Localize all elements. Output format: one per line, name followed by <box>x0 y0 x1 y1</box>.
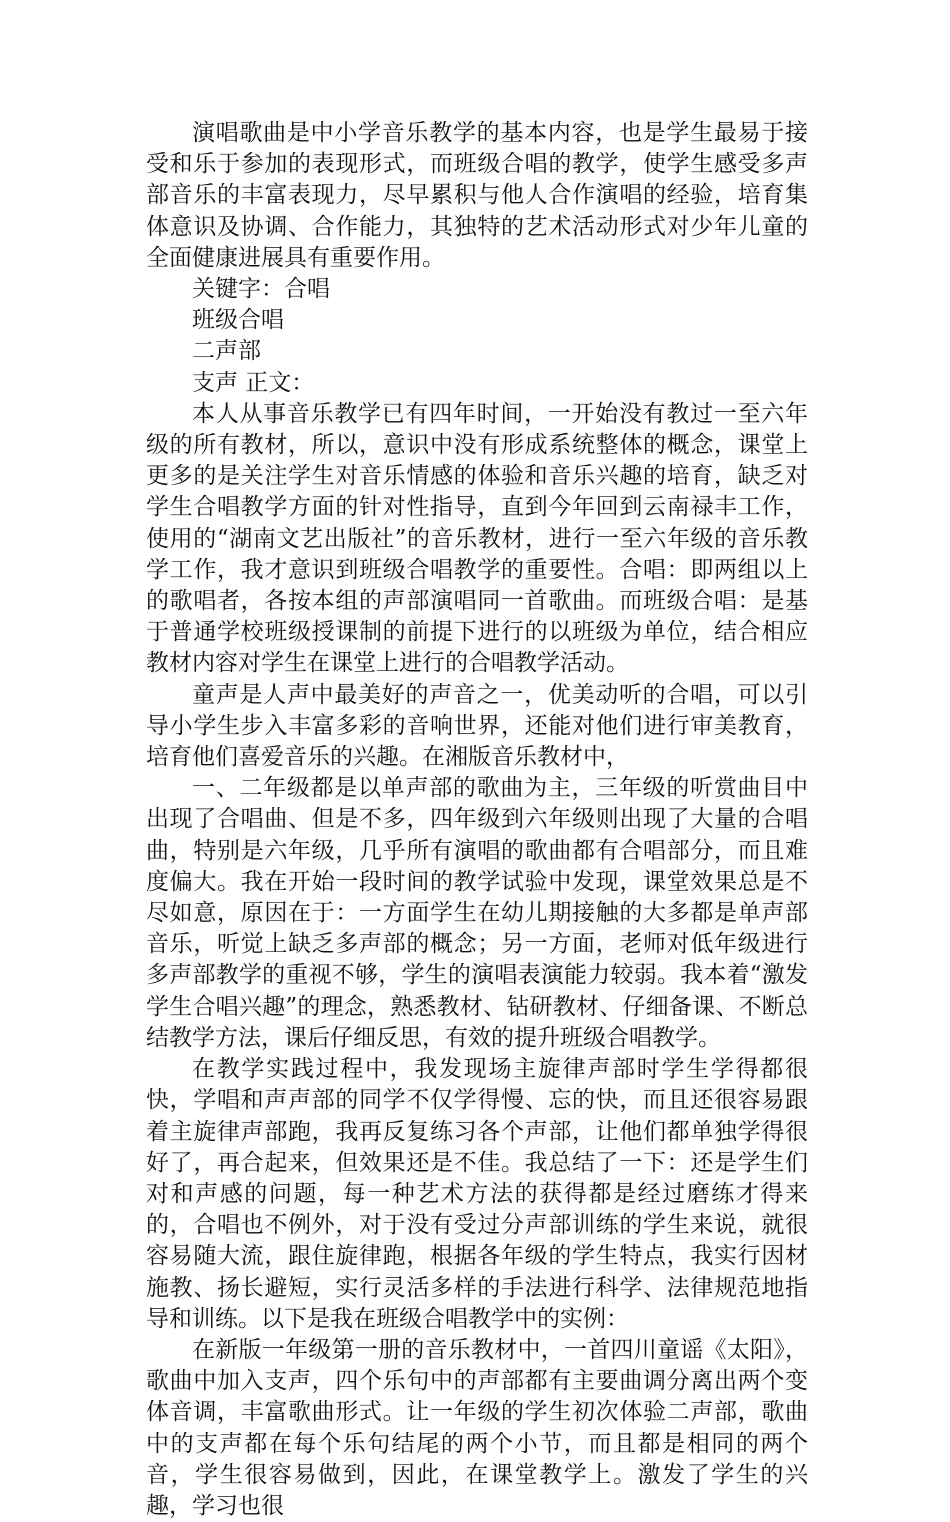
body-paragraph: 本人从事音乐教学已有四年时间，一开始没有教过一至六年级的所有教材，所以，意识中没有形成系统整体的概念，课堂上更多的是关注学生对音乐情感的体验和音乐兴趣的培育，缺乏对学生合唱教学方面的针对性指导，直到今年回到云南禄丰工作，使用的“湖南文艺出版社”的音乐教材，进行一至六年级的音乐教学工作，我才意识到班级合唱教学的重要性。合唱：即两组以上的歌唱者，各按本组的声部演唱同一首歌曲。而班级合唱：是基于普通学校班级授课制的前提下进行的以班级为单位，结合相应教材内容对学生在课堂上进行的合唱教学活动。 <box>146 400 808 677</box>
document-page <box>146 118 808 1522</box>
body-paragraph: 在新版一年级第一册的音乐教材中，一首四川童谣《太阳》，歌曲中加入支声，四个乐句中的声部都有主要曲调分离出两个变体音调，丰富歌曲形式。让一年级的学生初次体验二声部，歌曲中的支声都在每个乐句结尾的两个小节，而且都是相同的两个音，学生很容易做到，因此，在课堂教学上。激发了学生的兴趣，学习也很 <box>146 1336 808 1519</box>
keyword-item: 班级合唱 <box>192 307 284 334</box>
body-paragraph: 童声是人声中最美好的声音之一，优美动听的合唱，可以引导小学生步入丰富多彩的音响世界，还能对他们进行审美教育，培育他们喜爱音乐的兴趣。在湘版音乐教材中， <box>146 681 808 771</box>
abstract-paragraph: 演唱歌曲是中小学音乐教学的基本内容，也是学生最易于接受和乐于参加的表现形式，而班级合唱的教学，使学生感受多声部音乐的丰富表现力，尽早累积与他人合作演唱的经验，培育集体意识及协调、合作能力，其独特的艺术活动形式对少年儿童的全面健康进展具有重要作用。 <box>146 120 808 271</box>
body-paragraph: 在教学实践过程中，我发现场主旋律声部时学生学得都很快，学唱和声声部的同学不仅学得慢、忘的快，而且还很容易跟着主旋律声部跑，我再反复练习各个声部，让他们都单独学得很好了，再合起来，但效果还是不佳。我总结了一下：还是学生们对和声感的问题，每一种艺术方法的获得都是经过磨练才得来的，合唱也不例外，对于没有受过分声部训练的学生来说，就很容易随大流，跟住旋律跑，根据各年级的学生特点，我实行因材施教、扬长避短，实行灵活多样的手法进行科学、法律规范地指导和训练。以下是我在班级合唱教学中的实例： <box>146 1056 808 1332</box>
keywords-label: 关键字：合唱 <box>192 276 330 303</box>
body-paragraph: 一、二年级都是以单声部的歌曲为主，三年级的听赏曲目中出现了合唱曲、但是不多，四年级到六年级则出现了大量的合唱曲，特别是六年级，几乎所有演唱的歌曲都有合唱部分，而且难度偏大。我在开始一段时间的教学试验中发现，课堂效果总是不尽如意，原因在于：一方面学生在幼儿期接触的大多都是单声部音乐，听觉上缺乏多声部的概念；另一方面，老师对低年级进行多声部教学的重视不够，学生的演唱表演能力较弱。我本着“激发学生合唱兴趣”的理念，熟悉教材、钻研教材、仔细备课、不断总结教学方法，课后仔细反思，有效的提升班级合唱教学。 <box>146 775 808 1051</box>
keyword-item: 二声部 <box>192 338 261 365</box>
keyword-item-body-heading: 支声 正文： <box>192 369 315 396</box>
